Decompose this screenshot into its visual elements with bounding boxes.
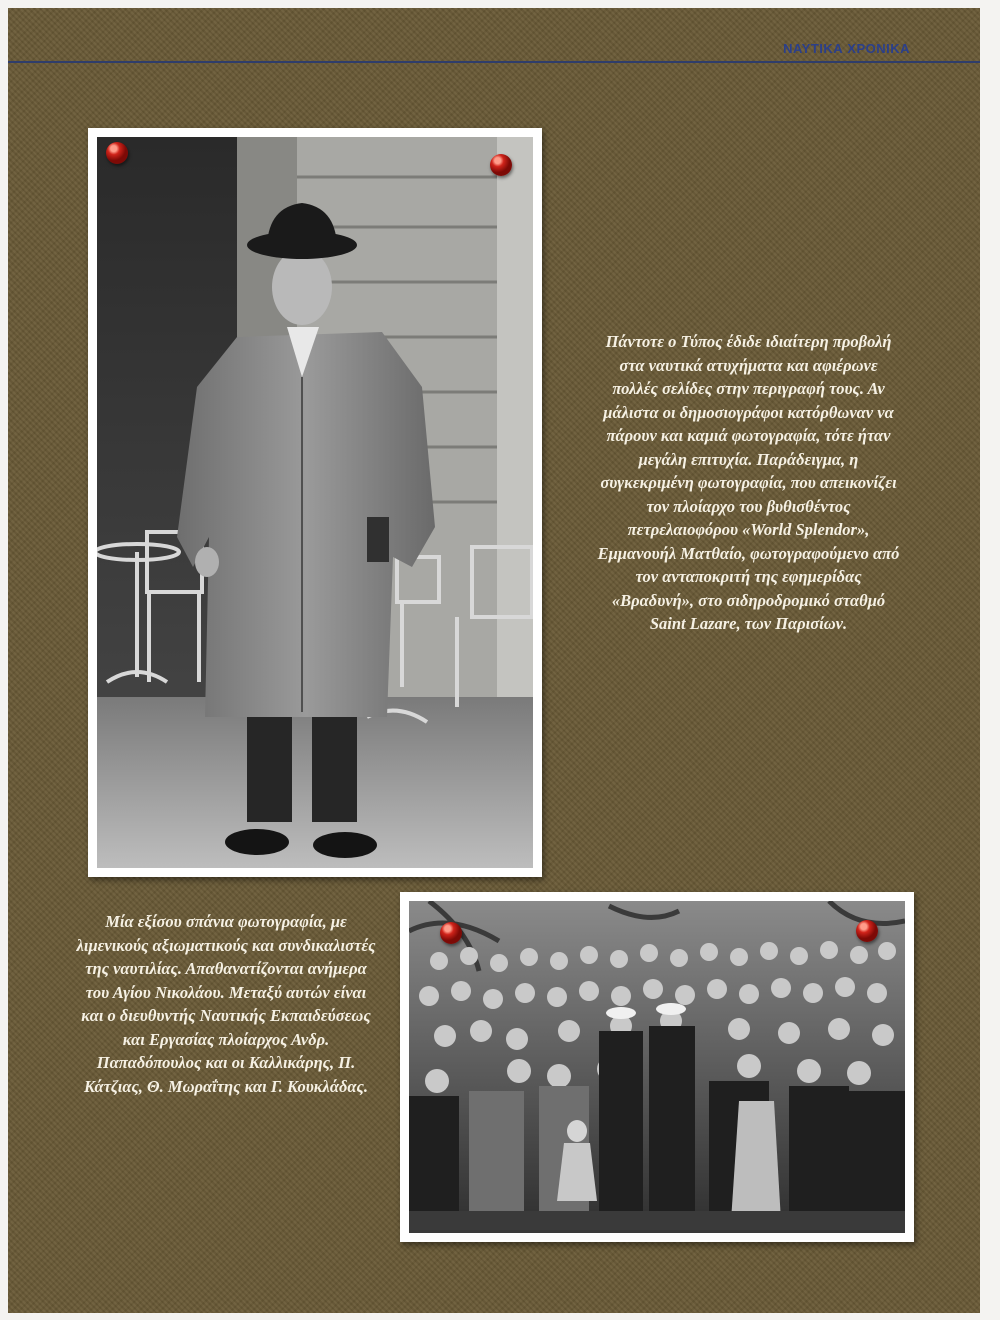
header-rule [8,61,980,63]
group-photo-caption: Μία εξίσου σπάνια φωτογραφία, με λιμενικούς αξιωματικούς και συνδικαλιστές της ναυτιλίας. Απαθανατίζονται ανήμερα του Αγίου Νικολάου. Μεταξύ αυτών είναι και ο διευθυντής Ναυτικής Εκπαιδεύσεως και Εργασίας πλοίαρχος Ανδρ. Παπαδόπουλος και οι Καλλικάρης, Π. Κάτζιας, Θ. Μωραΐτης και Γ. Κουκλάδας. [76,912,376,1096]
red-pin-icon [106,142,128,164]
magazine-page [8,8,980,1313]
red-pin-icon [440,922,462,944]
group-photo [400,892,914,1242]
group-photo-image [409,901,905,1233]
captain-photo-image [97,137,533,868]
red-pin-icon [490,154,512,176]
red-pin-icon [856,920,878,942]
running-head: ΝΑΥΤΙΚΑ ΧΡΟΝΙΚΑ [783,41,910,56]
captain-photo [88,128,542,877]
captain-photo-caption: Πάντοτε ο Τύπος έδιδε ιδιαίτερη προβολή στα ναυτικά ατυχήματα και αφιέρωνε πολλές σελίδες στην περιγραφή τους. Αν μάλιστα οι δημοσιογράφοι κατόρθωναν να πάρουν και καμιά φωτογραφία, τότε ήταν μεγάλη επιτυχία. Παράδειγμα, η συγκεκριμένη φωτογραφία, που απεικονίζει τον πλοίαρχο του βυθισθέντος πετρελαιοφόρου «World Splendor», Εμμανουήλ Ματθαίο, φωτογραφούμενο από τον ανταποκριτή της εφημερίδας «Βραδυνή», στο σιδηροδρομικό σταθμό Saint Lazare, των Παρισίων. [597,332,900,633]
